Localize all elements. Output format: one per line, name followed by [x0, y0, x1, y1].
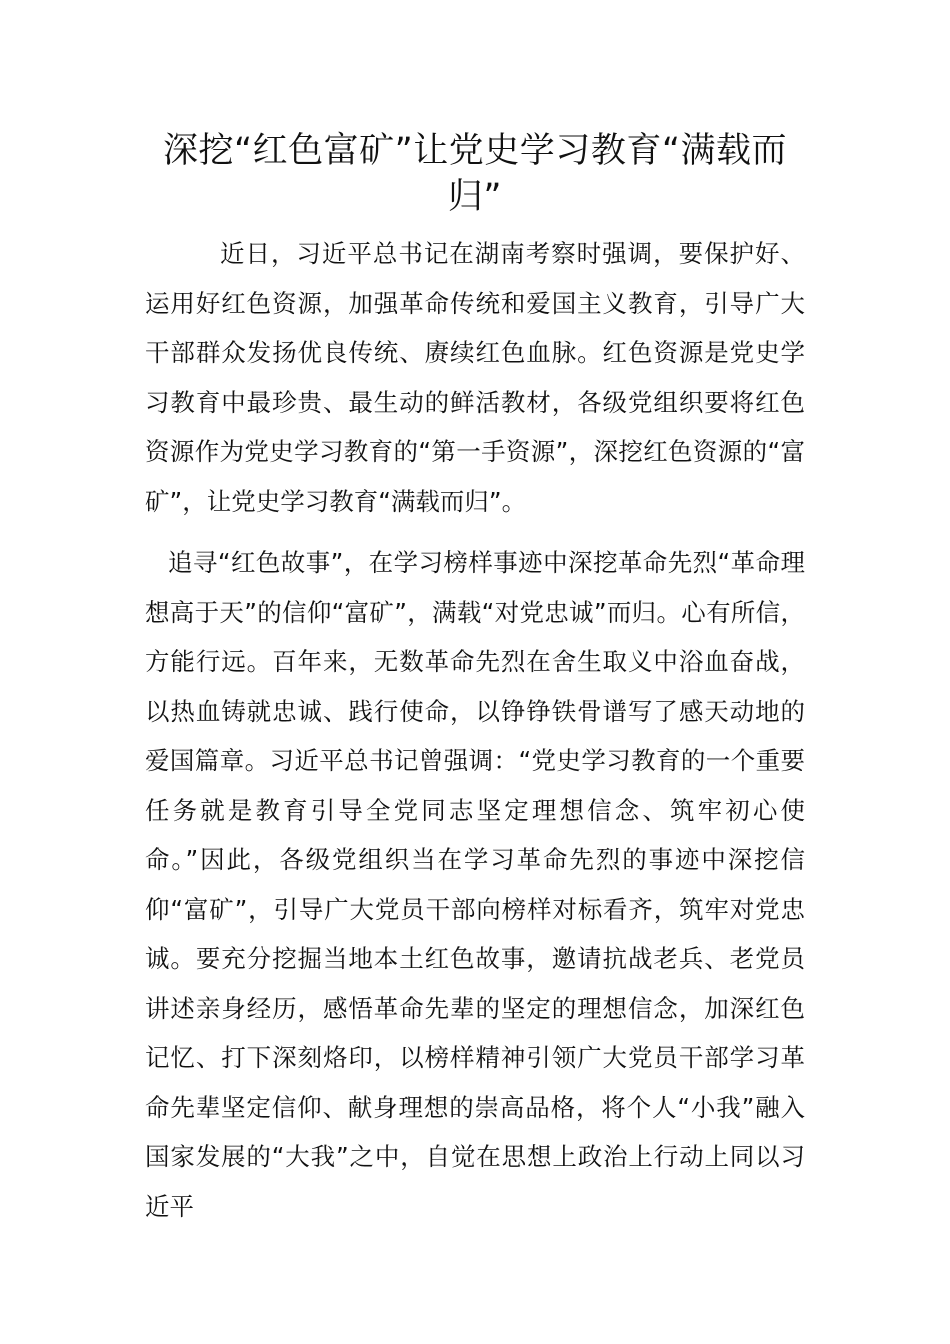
- paragraph-1: 近日，习近平总书记在湖南考察时强调，要保护好、运用好红色资源，加强革命传统和爱国主义教育，引导广大干部群众发扬优良传统、赓续红色血脉。红色资源是党史学习教育中最珍贵、最生动的鲜活教材，各级党组织要将红色资源作为党史学习教育的“第一手资源”，深挖红色资源的“富矿”，让党史学习教育“满载而归”。: [145, 239, 805, 516]
- document-body: [145, 229, 805, 1231]
- paragraph-2: 追寻“红色故事”，在学习榜样事迹中深挖革命先烈“革命理想高于天”的信仰“富矿”，满载“对党忠诚”而归。心有所信，方能行远。百年来，无数革命先烈在舍生取义中浴血奋战，以热血铸就忠诚、践行使命，以铮铮铁骨谱写了感天动地的爱国篇章。习近平总书记曾强调：“党史学习教育的一个重要任务就是教育引导全党同志坚定理想信念、筑牢初心使命。”因此，各级党组织当在学习革命先烈的事迹中深挖信仰“富矿”，引导广大党员干部向榜样对标看齐，筑牢对党忠诚。要充分挖掘当地本土红色故事，邀请抗战老兵、老党员讲述亲身经历，感悟革命先辈的坚定的理想信念，加深红色记忆、打下深刻烙印，以榜样精神引领广大党员干部学习革命先辈坚定信仰、献身理想的崇高品格，将个人“小我”融入国家发展的“大我”之中，自觉在思想上政治上行动上同以习近平: [145, 548, 805, 1221]
- document-title: 深挖“红色富矿”让党史学习教育“满载而归”: [163, 131, 787, 217]
